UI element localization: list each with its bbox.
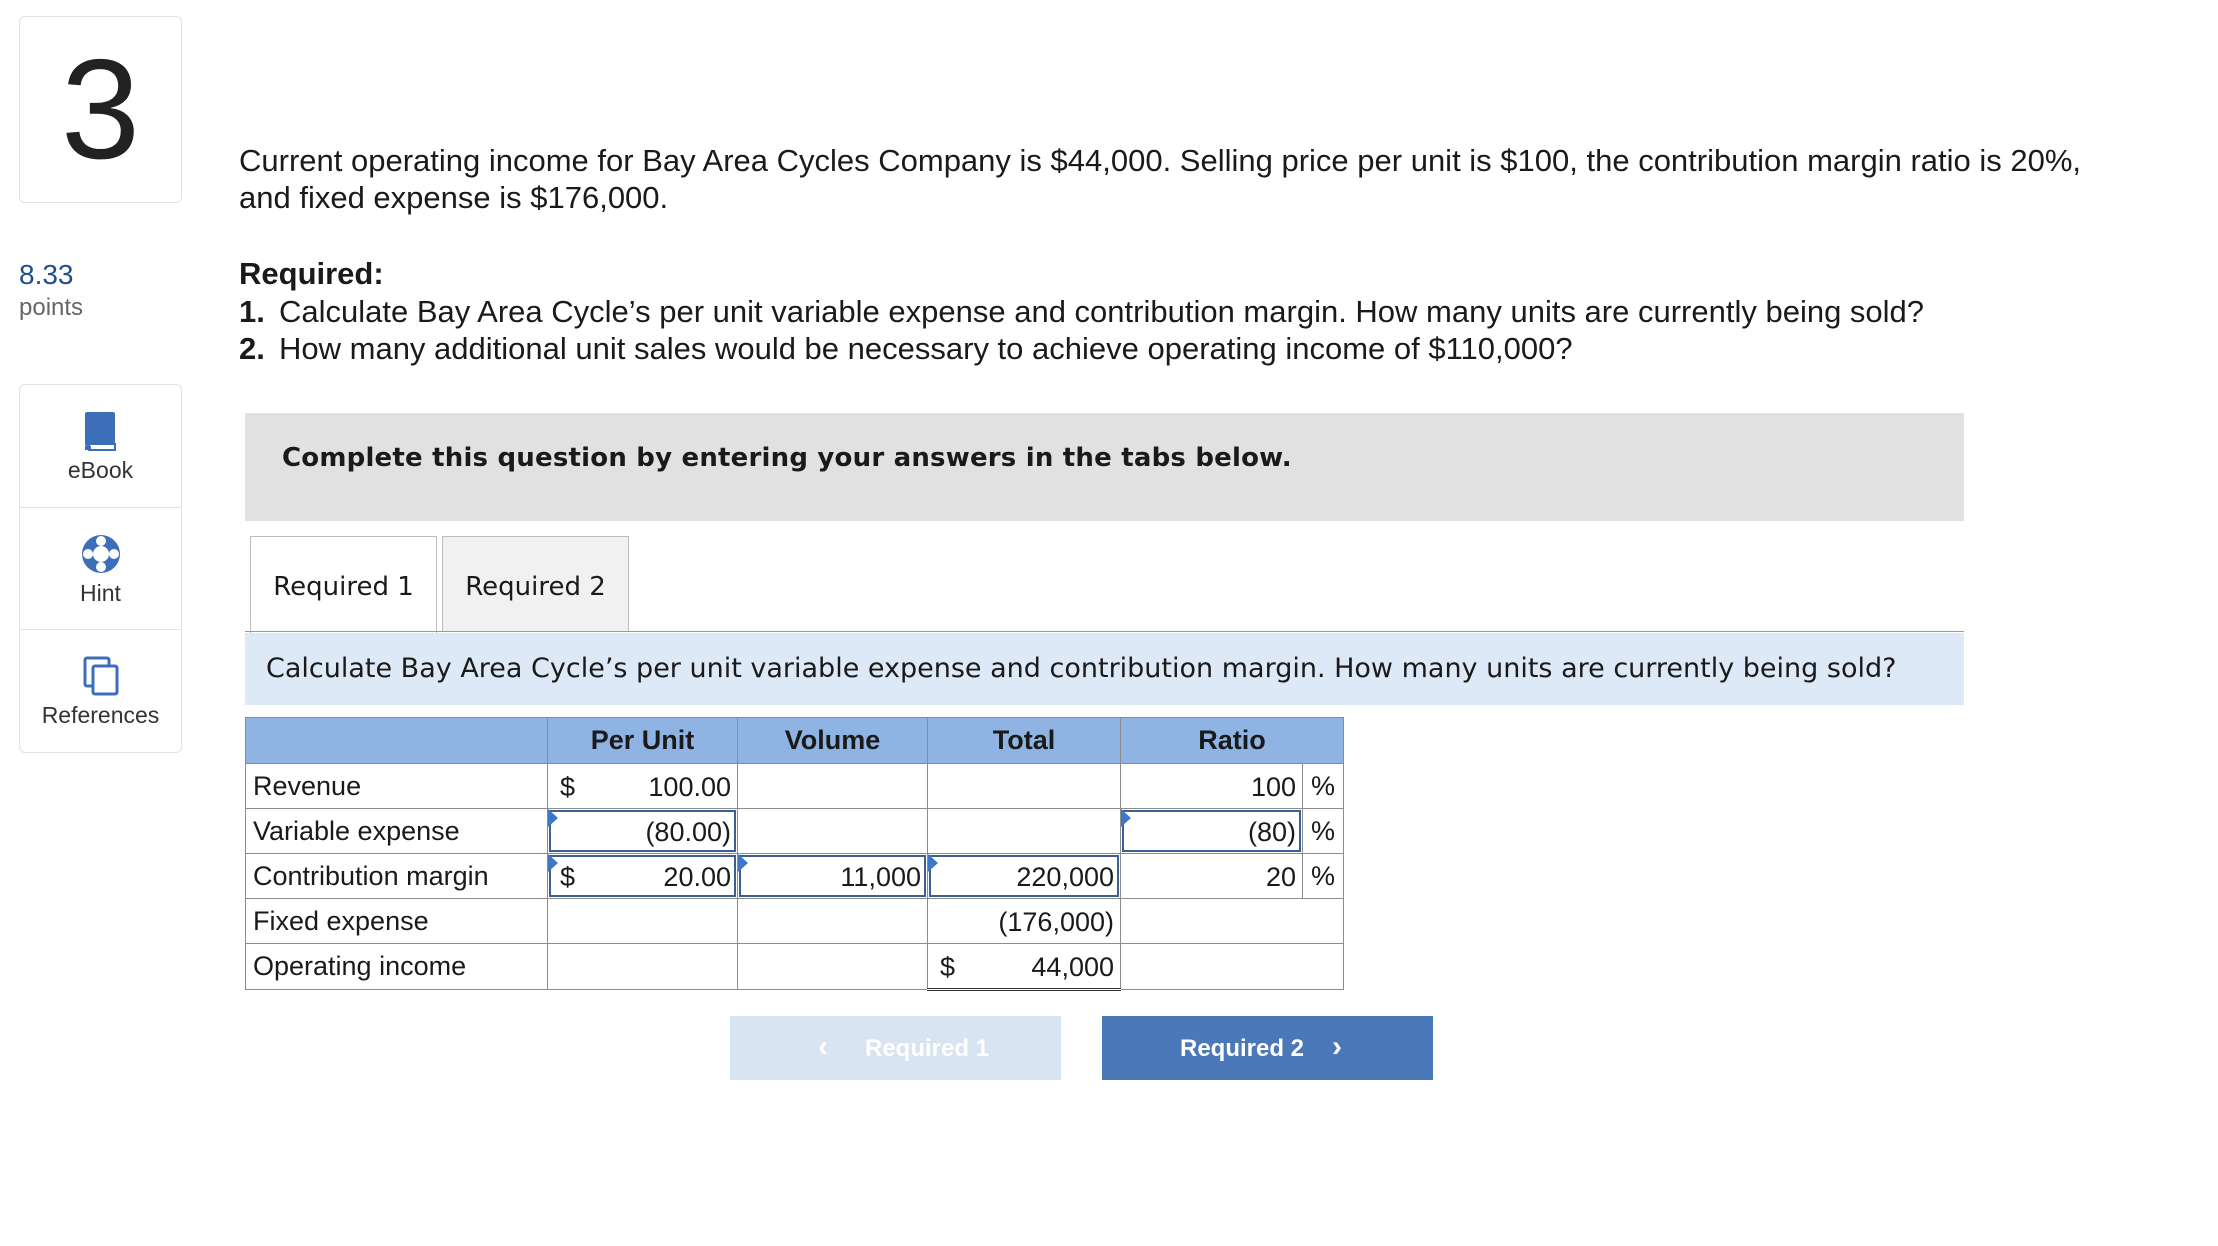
variable-per-unit-input[interactable] xyxy=(548,809,738,854)
value: 11,000 xyxy=(840,862,921,892)
next-tab-label: Required 2 xyxy=(1180,1035,1305,1062)
header-per-unit: Per Unit xyxy=(548,718,738,764)
points-value: 8.33 xyxy=(19,259,74,290)
instruction-text: Complete this question by entering your answers in the tabs below. xyxy=(282,443,1292,473)
oi-ratio xyxy=(1121,944,1344,990)
ebook-button[interactable] xyxy=(20,385,181,507)
table-row-oi xyxy=(246,944,1344,990)
currency-symbol: $ xyxy=(560,862,576,892)
revenue-per-unit xyxy=(548,764,738,809)
required-title: Required: xyxy=(239,256,384,291)
next-tab-button[interactable] xyxy=(1102,1016,1433,1080)
answer-marker-icon xyxy=(928,854,938,872)
value: 100.00 xyxy=(648,772,731,802)
oi-volume xyxy=(738,944,928,990)
cm-per-unit-input[interactable] xyxy=(548,854,738,899)
value: 100 xyxy=(1250,772,1296,802)
question-number: 3 xyxy=(61,30,140,189)
row-label: Contribution margin xyxy=(246,854,548,899)
copy-icon xyxy=(20,654,181,698)
header-blank xyxy=(246,718,548,764)
table-row-fixed xyxy=(246,899,1344,944)
table-row-revenue xyxy=(246,764,1344,809)
percent-sign: % xyxy=(1303,764,1344,809)
variable-ratio-input[interactable] xyxy=(1121,809,1303,854)
cm-total-input[interactable] xyxy=(928,854,1121,899)
question-number-box xyxy=(19,16,182,203)
revenue-total xyxy=(928,764,1121,809)
references-button[interactable] xyxy=(20,629,181,752)
required-item-2 xyxy=(239,330,1573,367)
income-table xyxy=(245,717,1344,991)
hint-label: Hint xyxy=(80,580,121,606)
currency-symbol: $ xyxy=(940,952,956,982)
fixed-ratio xyxy=(1121,899,1344,944)
value: (80) xyxy=(1247,817,1296,847)
prev-tab-label: Required 1 xyxy=(865,1035,990,1062)
value: 20.00 xyxy=(663,862,731,892)
row-label: Operating income xyxy=(246,944,548,990)
value: 220,000 xyxy=(1016,862,1114,892)
value: (176,000) xyxy=(998,907,1114,937)
percent-sign: % xyxy=(1303,854,1344,899)
tab-prompt-text: Calculate Bay Area Cycle’s per unit variable expense and contribution margin. How many units are currently being sold? xyxy=(266,653,1897,684)
value: 20 xyxy=(1265,862,1296,892)
row-label: Fixed expense xyxy=(246,899,548,944)
header-volume: Volume xyxy=(738,718,928,764)
tools-panel xyxy=(19,384,182,753)
answer-marker-icon xyxy=(738,854,748,872)
chevron-right-icon: › xyxy=(1332,1030,1342,1063)
required-item-text: How many additional unit sales would be necessary to achieve operating income of $110,000? xyxy=(279,331,1573,366)
header-ratio: Ratio xyxy=(1121,718,1344,764)
required-item-text: Calculate Bay Area Cycle’s per unit variable expense and contribution margin. How many units are currently being sold? xyxy=(279,294,1925,329)
tab-required-1[interactable] xyxy=(250,536,437,633)
row-label: Variable expense xyxy=(246,809,548,854)
fixed-volume xyxy=(738,899,928,944)
oi-total xyxy=(928,944,1121,990)
currency-symbol: $ xyxy=(560,772,576,802)
table-row-cm xyxy=(246,854,1344,899)
required-item-number: 1. xyxy=(239,294,265,329)
fixed-total xyxy=(928,899,1121,944)
fixed-per-unit xyxy=(548,899,738,944)
ebook-label: eBook xyxy=(67,457,134,483)
variable-total xyxy=(928,809,1121,854)
question-intro: Current operating income for Bay Area Cycles Company is $44,000. Selling price per unit is $100, the contribution margin ratio is 20%, and fixed expense is $176,000. xyxy=(239,143,2082,215)
required-item-1 xyxy=(239,293,1924,330)
references-label: References xyxy=(41,702,160,728)
tab-divider xyxy=(245,631,1964,632)
variable-volume xyxy=(738,809,928,854)
oi-per-unit xyxy=(548,944,738,990)
value: 44,000 xyxy=(1031,952,1114,982)
value: (80.00) xyxy=(645,817,731,847)
tab-label: Required 1 xyxy=(273,572,414,602)
answer-marker-icon xyxy=(548,809,558,827)
percent-sign: % xyxy=(1303,809,1344,854)
answer-marker-icon xyxy=(1121,809,1131,827)
points-label: points xyxy=(19,294,84,321)
tab-prompt xyxy=(245,633,1964,705)
tab-required-2[interactable] xyxy=(442,536,629,632)
book-icon xyxy=(20,409,181,453)
chevron-left-icon: ‹ xyxy=(818,1030,828,1063)
answer-marker-icon xyxy=(548,854,558,872)
revenue-ratio xyxy=(1121,764,1303,809)
hint-button[interactable] xyxy=(20,507,181,630)
revenue-volume xyxy=(738,764,928,809)
cm-volume-input[interactable] xyxy=(738,854,928,899)
table-row-variable xyxy=(246,809,1344,854)
header-total: Total xyxy=(928,718,1121,764)
tab-label: Required 2 xyxy=(465,572,606,602)
prev-tab-button[interactable] xyxy=(730,1016,1061,1080)
row-label: Revenue xyxy=(246,764,548,809)
instruction-bar xyxy=(245,413,1964,521)
required-item-number: 2. xyxy=(239,331,265,366)
cm-ratio xyxy=(1121,854,1303,899)
lifebuoy-icon xyxy=(20,532,181,576)
